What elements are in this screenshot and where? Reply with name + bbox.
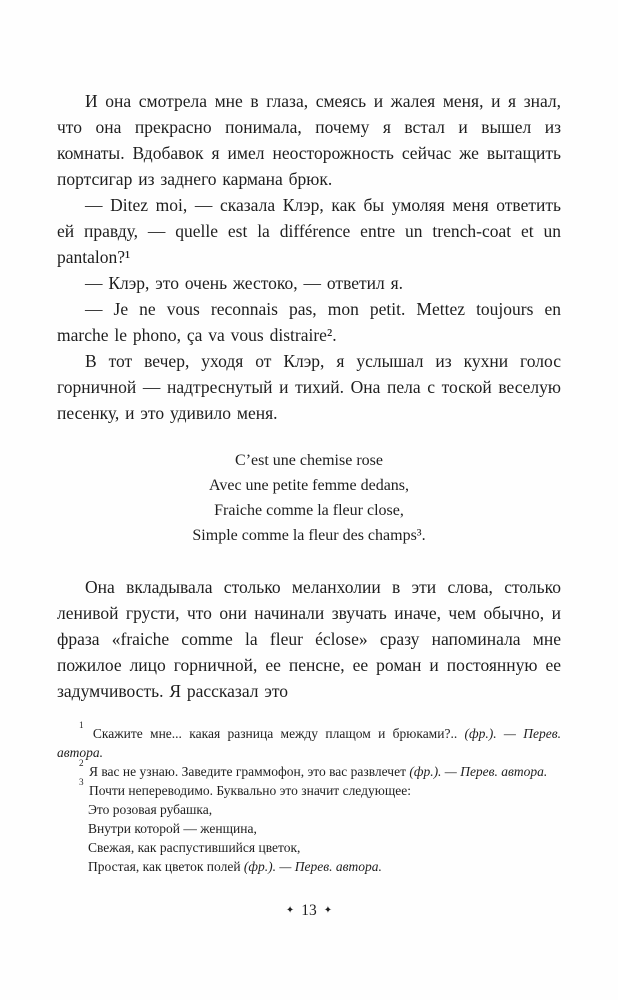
paragraph: Она вкладывала столько меланхолии в эти слова, столько ленивой грусти, что они начинали звучать иначе, чем обычно, и фраза «fraiche comme la fleur éclose» сразу напоминала мне пожилое лицо горничной, ее пенсне, ее роман и постоянную ее задумчивость. Я рассказал это: [57, 577, 561, 701]
footnote-marker: 2: [79, 758, 84, 769]
page-number: 13: [301, 902, 317, 919]
verse-line: Avec une petite femme dedans,: [208, 477, 410, 494]
verse-line: Simple comme la fleur des champs³.: [192, 527, 426, 544]
footnote-text: Я вас не узнаю. Заведите граммофон, это вас развлечет: [88, 764, 406, 779]
diamond-ornament-icon: ✦: [323, 905, 333, 916]
footnote-text: Простая, как цветок полей: [88, 859, 241, 874]
footnotes-block: [57, 720, 561, 876]
diamond-ornament-icon: ✦: [285, 905, 295, 916]
footnote-translation-note: (фр.). — Перев. автора.: [57, 726, 561, 760]
footnote-verse-line: Внутри которой — женщина,: [88, 821, 257, 836]
footnote-text: Почти непереводимо. Буквально это значит следующее:: [88, 783, 411, 798]
paragraph: И она смотрела мне в глаза, смеясь и жалея меня, и я знал, что она прекрасно понимала, почему я встал и вышел из комнаты. Вдобавок я имел неосторожность сейчас же вытащить портсигар из заднего кармана брюк.: [57, 91, 561, 189]
paragraph-dialogue: — Ditez moi, — сказала Клэр, как бы умоляя меня ответить ей правду, — quelle est la différence entre un trench-coat et un pantalon?¹: [57, 195, 561, 267]
footnote-marker: 1: [79, 720, 84, 731]
footnote-translation-note: (фр.). — Перев. автора.: [243, 859, 382, 874]
main-text-block: [57, 88, 561, 704]
footnote-verse-last-line: [88, 857, 561, 876]
song-verse-block: [57, 448, 561, 548]
footnote-text: Скажите мне... какая разница между плащом и брюками?..: [92, 726, 458, 741]
paragraph-dialogue: — Je ne vous reconnais pas, mon petit. Mettez toujours en marche le phono, ça va vous distraire².: [57, 299, 561, 345]
paragraph: В тот вечер, уходя от Клэр, я услышал из кухни голос горничной — надтреснутый и тихий. Она пела с тоской веселую песенку, и это удивило меня.: [57, 351, 561, 423]
footnote-verse-line: Свежая, как распустившийся цветок,: [88, 840, 301, 855]
paragraph-dialogue: — Клэр, это очень жестоко, — ответил я.: [85, 273, 404, 293]
footnote-1: [57, 720, 561, 762]
footnote-3-verse: [88, 800, 561, 876]
footnote-verse-line: Это розовая рубашка,: [88, 802, 213, 817]
footnote-translation-note: (фр.). — Перев. автора.: [409, 764, 548, 779]
footnote-marker: 3: [79, 777, 84, 788]
verse-line: C’est une chemise rose: [235, 452, 383, 469]
page-footer: [57, 902, 561, 922]
footnote-3: [57, 777, 561, 800]
verse-line: Fraiche comme la fleur close,: [214, 502, 404, 519]
footnote-2: [57, 758, 561, 781]
